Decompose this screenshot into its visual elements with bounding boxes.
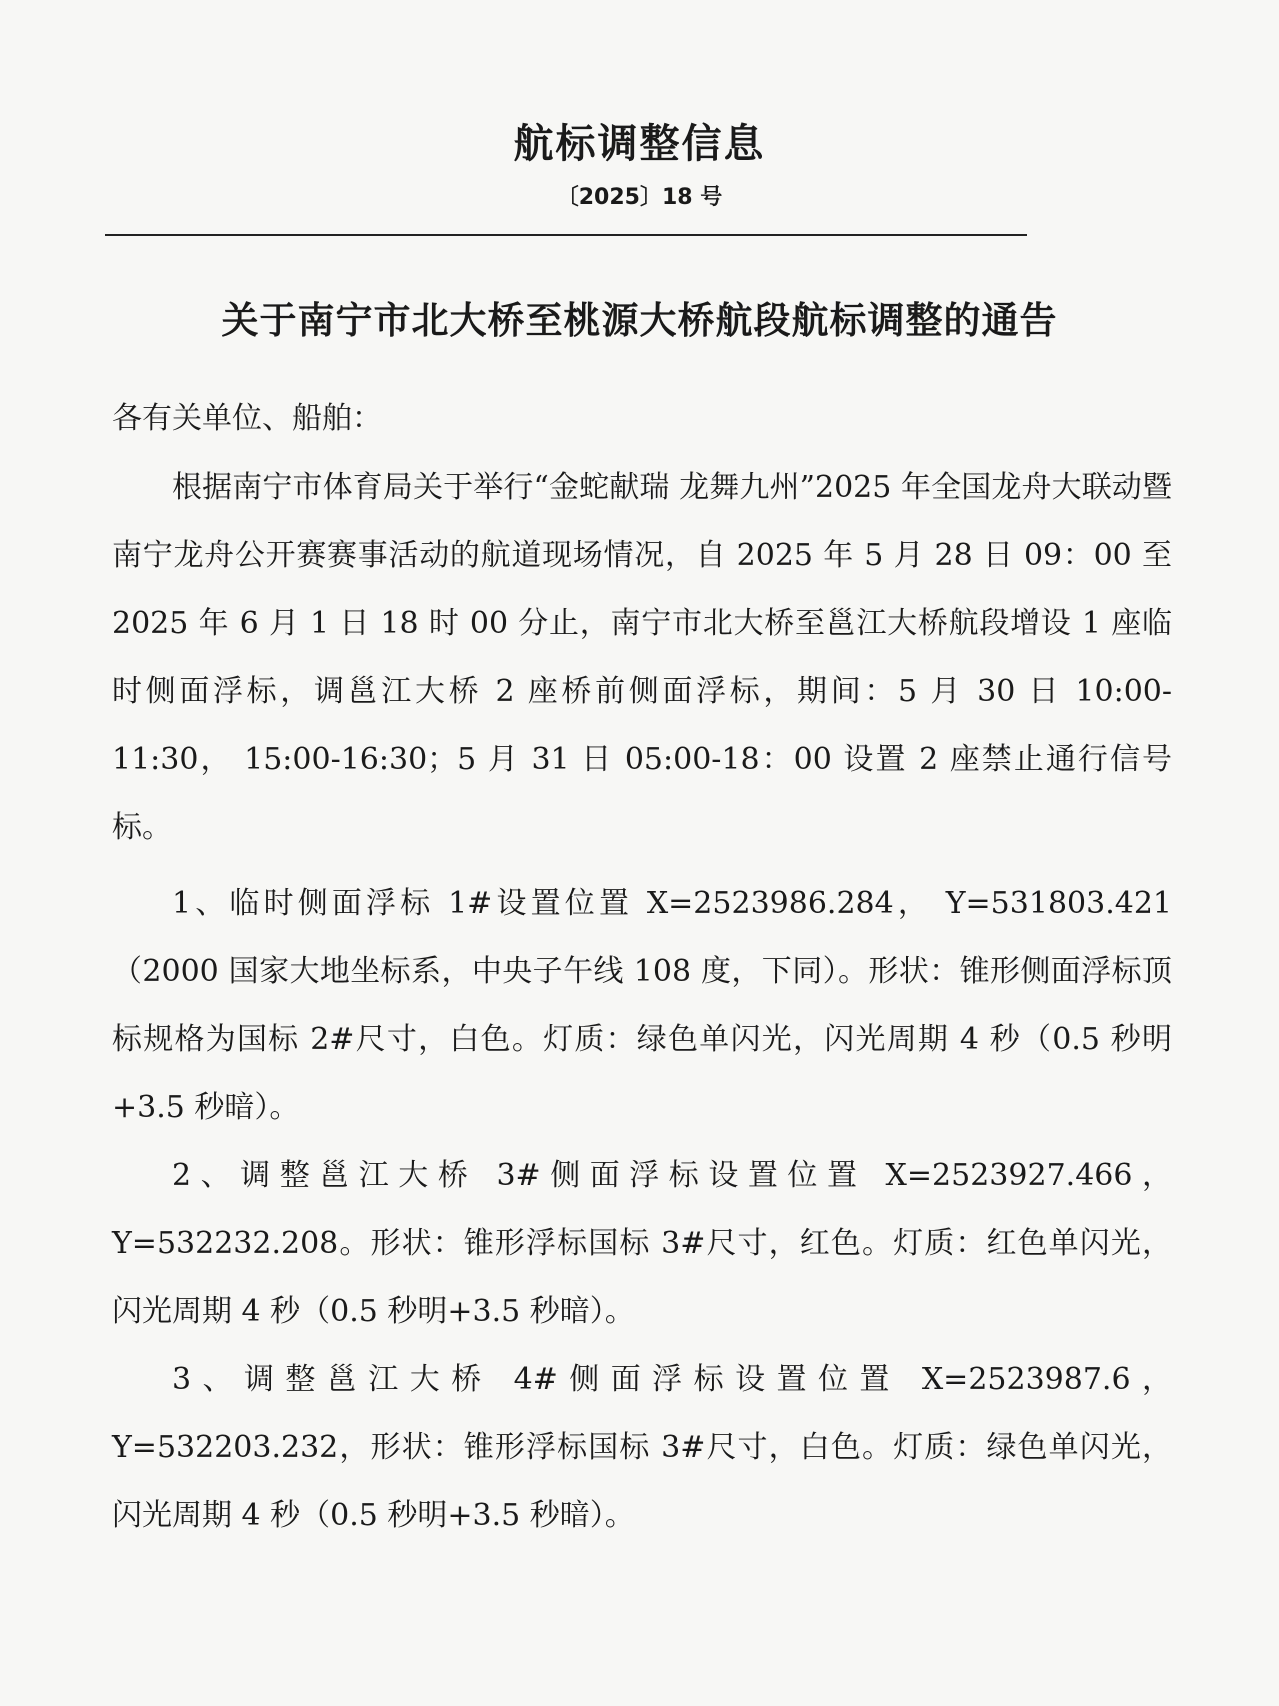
salutation: 各有关单位、船舶： xyxy=(112,401,382,436)
document-header-title: 航标调整信息 xyxy=(513,121,766,167)
notice-item-1: 1、临时侧面浮标 1#设置位置 X=2523986.284， Y=531803.421（2000 国家大地坐标系，中央子午线 108 度，下同）。形状：锥形侧面浮标顶标规格为国标 2#尺寸，白色。灯质：绿色单闪光，闪光周期 4 秒（0.5 秒明+3.5 秒暗）。 xyxy=(112,886,1172,1125)
notice-item-3: 3、调整邕江大桥 4#侧面浮标设置位置 X=2523987.6，Y=532203.232，形状：锥形浮标国标 3#尺寸，白色。灯质：绿色单闪光，闪光周期 4 秒（0.5 秒明+3.5 秒暗）。 xyxy=(112,1362,1172,1533)
notice-item-2: 2、调整邕江大桥 3#侧面浮标设置位置 X=2523927.466，Y=532232.208。形状：锥形浮标国标 3#尺寸，红色。灯质：红色单闪光，闪光周期 4 秒（0.5 秒明+3.5 秒暗）。 xyxy=(112,1158,1172,1329)
header-divider xyxy=(105,234,1027,236)
body-paragraph: 根据南宁市体育局关于举行“金蛇献瑞 龙舞九州”2025 年全国龙舟大联动暨南宁龙舟公开赛赛事活动的航道现场情况，自 2025 年 5 月 28 日 09：00 至 2025 年 6 月 1 日 18 时 00 分止，南宁市北大桥至邕江大桥航段增设 1 座临时侧面浮标，调邕江大桥 2 座桥前侧面浮标，期间：5 月 30 日 10:00-11:30， 15:00-16:30；5 月 31 日 05:00-18：00 设置 2 座禁止通行信号标。 xyxy=(112,470,1172,845)
notice-title: 关于南宁市北大桥至桃源大桥航段航标调整的通告 xyxy=(221,299,1058,342)
document-number: 〔2025〕18 号 xyxy=(556,185,723,210)
